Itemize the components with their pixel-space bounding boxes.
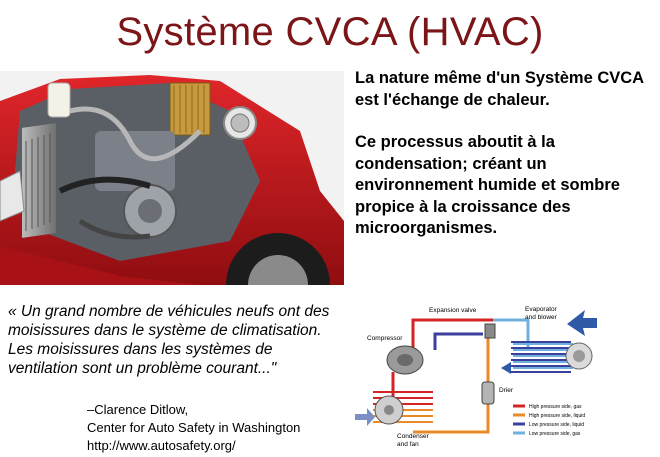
hvac-cycle-diagram bbox=[353, 302, 603, 452]
label-blower: and blower bbox=[525, 314, 557, 321]
intro-text bbox=[355, 68, 655, 240]
legend-low-liquid: Low pressure side, liquid bbox=[529, 422, 585, 428]
citation-organization: Center for Auto Safety in Washington bbox=[87, 420, 301, 435]
intro-paragraph-condensation: Ce processus aboutit à la condensation; créant un environnement humide et sombre propice à la croissance des microorganismes. bbox=[355, 133, 620, 237]
label-condenser: Condenser bbox=[397, 433, 429, 440]
car-engine-illustration bbox=[0, 71, 344, 285]
slide-title: Système CVCA (HVAC) bbox=[116, 10, 544, 54]
citation-url: http://www.autosafety.org/ bbox=[87, 438, 236, 453]
label-compressor: Compressor bbox=[367, 335, 403, 342]
quote-text: « Un grand nombre de véhicules neufs ont des moisissures dans le système de climatisation. Les moisissures dans les systèmes de ventilation sont un problème courant..." bbox=[8, 303, 330, 377]
citation-author: –Clarence Ditlow, bbox=[87, 402, 189, 417]
label-drier: Drier bbox=[499, 387, 514, 394]
legend-low-gas: Low pressure side, gas bbox=[529, 431, 581, 437]
label-fan: and fan bbox=[397, 441, 419, 448]
label-evaporator: Evaporator bbox=[525, 306, 557, 313]
label-expansion-valve: Expansion valve bbox=[429, 307, 477, 314]
legend-high-liquid: High pressure side, liquid bbox=[529, 413, 586, 419]
legend-high-gas: High pressure side, gas bbox=[529, 404, 582, 410]
quote-citation bbox=[87, 401, 347, 455]
intro-paragraph-heat-exchange: La nature même d'un Système CVCA est l'échange de chaleur. bbox=[355, 69, 644, 109]
